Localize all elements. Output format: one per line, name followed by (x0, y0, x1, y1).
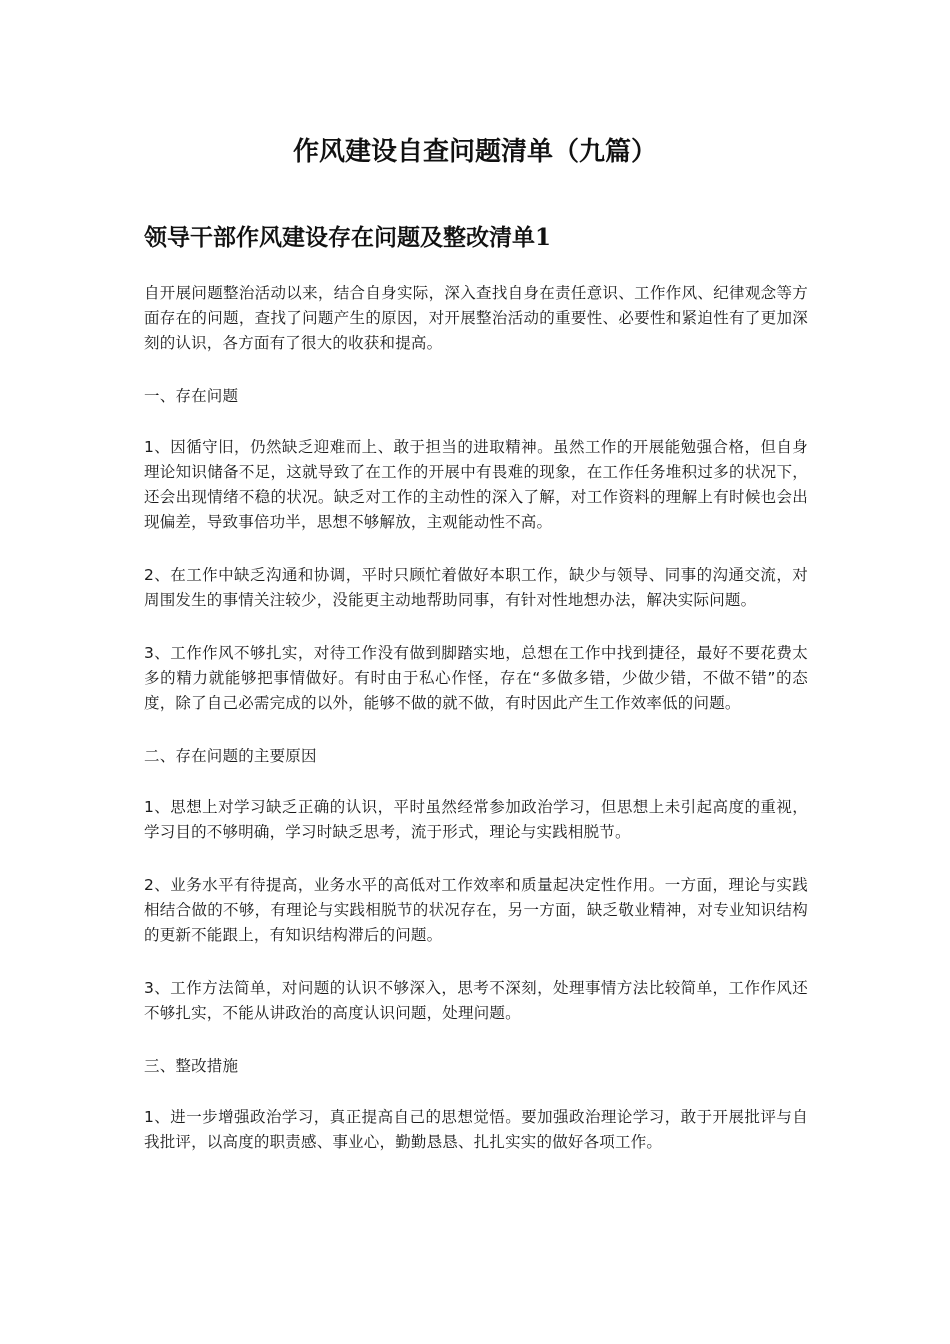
cause-paragraph-1: 1、思想上对学习缺乏正确的认识，平时虽然经常参加政治学习，但思想上未引起高度的重视，学习目的不够明确，学习时缺乏思考，流于形式，理论与实践相脱节。 (144, 798, 808, 841)
measure-paragraph-1: 1、进一步增强政治学习，真正提高自己的思想觉悟。要加强政治理论学习，敢于开展批评与自我批评，以高度的职责感、事业心，勤勤恳恳、扎扎实实的做好各项工作。 (144, 1108, 808, 1151)
subheading-main-causes: 二、存在问题的主要原因 (144, 747, 317, 765)
problem-paragraph-2: 2、在工作中缺乏沟通和协调，平时只顾忙着做好本职工作，缺少与领导、同事的沟通交流，对周围发生的事情关注较少，没能更主动地帮助同事，有针对性地想办法，解决实际问题。 (144, 566, 808, 609)
cause-paragraph-3: 3、工作方法简单，对问题的认识不够深入，思考不深刻，处理事情方法比较简单，工作作风还不够扎实，不能从讲政治的高度认识问题，处理问题。 (144, 979, 808, 1022)
problem-paragraph-1: 1、因循守旧，仍然缺乏迎难而上、敢于担当的进取精神。虽然工作的开展能勉强合格，但自身理论知识储备不足，这就导致了在工作的开展中有畏难的现象，在工作任务堆积过多的状况下，还会出现情绪不稳的状况。缺乏对工作的主动性的深入了解，对工作资料的理解上有时候也会出现偏差，导致事倍功半，思想不够解放，主观能动性不高。 (144, 438, 808, 531)
cause-paragraph-2: 2、业务水平有待提高，业务水平的高低对工作效率和质量起决定性作用。一方面，理论与实践相结合做的不够，有理论与实践相脱节的状况存在，另一方面，缺乏敬业精神，对专业知识结构的更新不能跟上，有知识结构滞后的问题。 (144, 876, 808, 944)
document-body (144, 281, 808, 1183)
document-title: 作风建设自查问题清单（九篇） (292, 137, 657, 167)
problem-paragraph-3: 3、工作作风不够扎实，对待工作没有做到脚踏实地，总想在工作中找到捷径，最好不要花费太多的精力就能够把事情做好。有时由于私心作怪，存在“多做多错，少做少错，不做不错”的态度，除了自己必需完成的以外，能够不做的就不做，有时因此产生工作效率低的问题。 (144, 644, 808, 712)
section-heading: 领导干部作风建设存在问题及整改清单1 (144, 224, 552, 251)
subheading-existing-problems: 一、存在问题 (144, 387, 239, 405)
intro-paragraph: 自开展问题整治活动以来，结合自身实际，深入查找自身在责任意识、工作作风、纪律观念等方面存在的问题，查找了问题产生的原因，对开展整治活动的重要性、必要性和紧迫性有了更加深刻的认识，各方面有了很大的收获和提高。 (144, 284, 808, 352)
subheading-rectification-measures: 三、整改措施 (144, 1057, 239, 1075)
